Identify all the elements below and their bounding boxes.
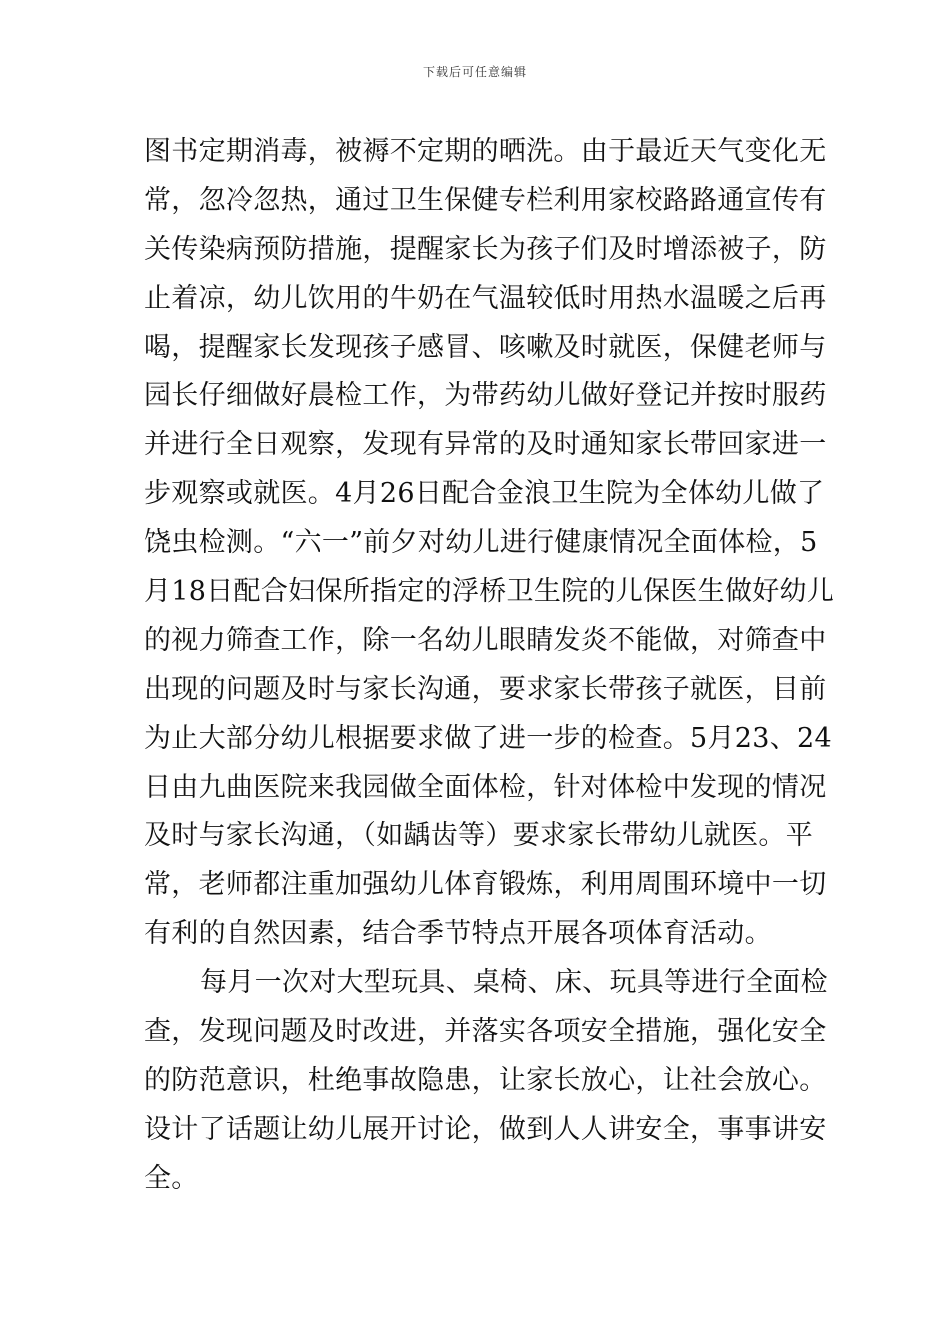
text-line: 的防范意识，杜绝事故隐患，让家长放心，让社会放心。 bbox=[144, 1064, 827, 1096]
text-line: 图书定期消毒，被褥不定期的晒洗。由于最近天气变化无 bbox=[144, 136, 827, 167]
text-line: 常，老师都注重加强幼儿体育锻炼，利用周围环境中一切 bbox=[144, 869, 827, 901]
text-line: 日由九曲医院来我园做全面体检，针对体检中发现的情况 bbox=[144, 771, 827, 803]
text-line: 饶虫检测。“六一”前夕对幼儿进行健康情况全面体检，5 bbox=[144, 527, 818, 559]
text-line: 月18日配合妇保所指定的浮桥卫生院的儿保医生做好幼儿 bbox=[144, 576, 835, 608]
text-line: 有利的自然因素，结合季节特点开展各项体育活动。 bbox=[144, 918, 772, 950]
text-line: 止着凉，幼儿饮用的牛奶在气温较低时用热水温暖之后再 bbox=[144, 282, 827, 314]
text-line: 园长仔细做好晨检工作，为带药幼儿做好登记并按时服药 bbox=[144, 380, 827, 412]
text-line: 设计了话题让幼儿展开讨论，做到人人讲安全，事事讲安 bbox=[144, 1113, 827, 1145]
text-line: 每月一次对大型玩具、桌椅、床、玩具等进行全面检 bbox=[200, 967, 828, 999]
text-line: 全。 bbox=[144, 1162, 199, 1194]
text-line: 查，发现问题及时改进，并落实各项安全措施，强化安全 bbox=[144, 1016, 827, 1048]
document-body bbox=[144, 128, 835, 1204]
text-line: 步观察或就医。4月26日配合金浪卫生院为全体幼儿做了 bbox=[144, 478, 825, 510]
paragraph-safety bbox=[144, 959, 828, 1203]
text-line: 为止大部分幼儿根据要求做了进一步的检查。5月23、24 bbox=[144, 722, 832, 754]
text-line: 关传染病预防措施，提醒家长为孩子们及时增添被子，防 bbox=[144, 233, 827, 265]
text-line: 常，忽冷忽热，通过卫生保健专栏利用家校路路通宣传有 bbox=[144, 184, 827, 216]
text-line: 的视力筛查工作，除一名幼儿眼睛发炎不能做，对筛查中 bbox=[144, 624, 827, 656]
page-header: 下载后可任意编辑 bbox=[422, 65, 527, 79]
text-line: 喝，提醒家长发现孩子感冒、咳嗽及时就医，保健老师与 bbox=[144, 331, 827, 363]
text-line: 并进行全日观察，发现有异常的及时通知家长带回家进一 bbox=[144, 429, 827, 461]
text-line: 及时与家长沟通，（如龋齿等）要求家长带幼儿就医。平 bbox=[144, 820, 813, 852]
paragraph-health-care bbox=[144, 128, 835, 959]
text-line: 出现的问题及时与家长沟通，要求家长带孩子就医，目前 bbox=[144, 673, 827, 705]
